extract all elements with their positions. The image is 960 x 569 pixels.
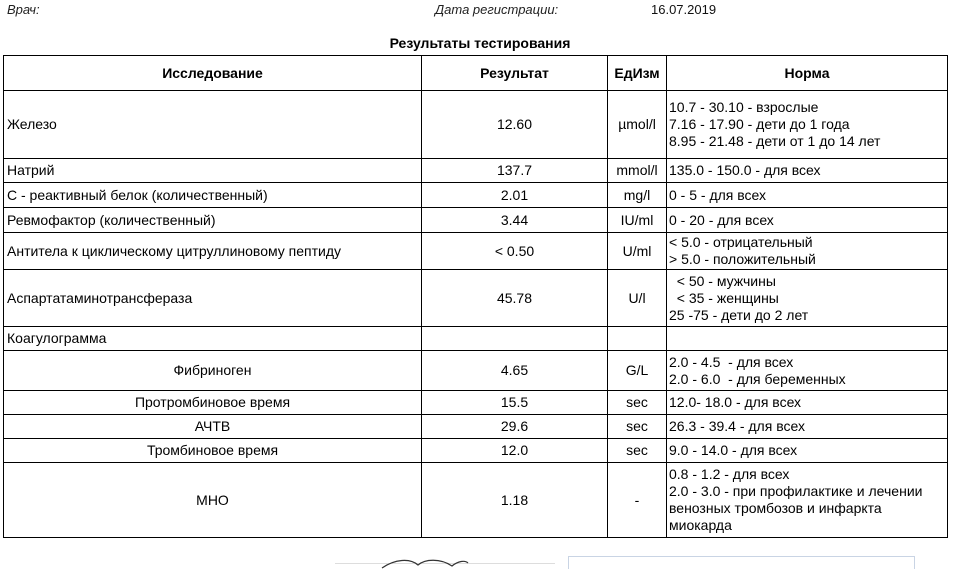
- norm-cell: [667, 233, 948, 270]
- norm-line: 2.0 - 6.0 - для беременных: [669, 370, 846, 387]
- norm-line: 9.0 - 14.0 - для всех: [669, 442, 798, 458]
- table-row: [4, 159, 948, 183]
- norm-line: 26.3 - 39.4 - для всех: [669, 418, 805, 434]
- unit-cell: µmol/l: [608, 91, 667, 159]
- results-title: Результаты тестирования: [389, 35, 571, 51]
- test-name-cell: Тромбиновое время: [4, 439, 422, 463]
- norm-cell: [667, 439, 948, 463]
- column-header-result: Результат: [422, 56, 608, 91]
- norm-line: 0.8 - 1.2 - для всех: [669, 466, 790, 482]
- unit-cell: U/l: [608, 270, 667, 327]
- norm-cell: [667, 159, 948, 183]
- registration-date-label: Дата регистрации:: [435, 2, 559, 17]
- norm-cell: [667, 351, 948, 391]
- result-cell: [422, 327, 608, 351]
- result-cell: 137.7: [422, 159, 608, 183]
- norm-cell: [667, 327, 948, 351]
- norm-cell: [667, 415, 948, 439]
- result-cell: 15.5: [422, 391, 608, 415]
- unit-cell: IU/ml: [608, 208, 667, 233]
- result-cell: 12.60: [422, 91, 608, 159]
- unit-cell: mmol/l: [608, 159, 667, 183]
- table-row: [4, 183, 948, 208]
- test-name-cell: Натрий: [4, 159, 422, 183]
- norm-line: < 35 - женщины: [669, 289, 779, 306]
- unit-cell: [608, 327, 667, 351]
- norm-line: < 5.0 - отрицательный: [669, 234, 813, 250]
- unit-cell: mg/l: [608, 183, 667, 208]
- registration-date-value: 16.07.2019: [651, 2, 717, 17]
- norm-line: < 50 - мужчины: [669, 272, 776, 289]
- unit-cell: sec: [608, 439, 667, 463]
- norm-line: 2.0 - 3.0 - при профилактике и лечении: [669, 483, 923, 499]
- result-cell: 3.44: [422, 208, 608, 233]
- norm-line: 135.0 - 150.0 - для всех: [669, 162, 821, 178]
- table-row: [4, 91, 948, 159]
- table-row: [4, 233, 948, 270]
- result-cell: 4.65: [422, 351, 608, 391]
- doctor-label: Врач:: [7, 2, 40, 17]
- norm-line: > 5.0 - положительный: [669, 251, 816, 267]
- norm-line: 12.0- 18.0 - для всех: [669, 394, 802, 410]
- test-name-cell: Железо: [4, 91, 422, 159]
- norm-line: венозных тромбозов и инфаркта: [669, 500, 882, 516]
- column-header-unit: ЕдИзм: [608, 56, 667, 91]
- table-row: [4, 351, 948, 391]
- norm-cell: [667, 183, 948, 208]
- table-header-row: [4, 56, 948, 91]
- norm-line: 0 - 5 - для всех: [669, 186, 767, 203]
- test-name-cell: C - реактивный белок (количественный): [4, 183, 422, 208]
- test-name-cell: Фибриноген: [4, 351, 422, 391]
- test-name-cell: Протромбиновое время: [4, 391, 422, 415]
- norm-line: 0 - 20 - для всех: [669, 211, 774, 228]
- unit-cell: G/L: [608, 351, 667, 391]
- norm-line: миокарда: [669, 517, 732, 533]
- table-row: [4, 208, 948, 233]
- norm-line: 10.7 - 30.10 - взрослые: [669, 99, 819, 115]
- result-cell: 1.18: [422, 463, 608, 538]
- unit-cell: sec: [608, 391, 667, 415]
- results-table: [3, 55, 948, 538]
- table-row: [4, 327, 948, 351]
- result-cell: 29.6: [422, 415, 608, 439]
- unit-cell: sec: [608, 415, 667, 439]
- norm-cell: [667, 208, 948, 233]
- norm-line: 2.0 - 4.5 - для всех: [669, 353, 794, 370]
- norm-line: 7.16 - 17.90 - дети до 1 года: [669, 116, 850, 132]
- result-cell: 45.78: [422, 270, 608, 327]
- test-name-cell: МНО: [4, 463, 422, 538]
- test-name-cell: Аспартатаминотрансфераза: [4, 270, 422, 327]
- result-cell: 12.0: [422, 439, 608, 463]
- unit-cell: -: [608, 463, 667, 538]
- test-name-cell: Коагулограмма: [4, 327, 422, 351]
- table-row: [4, 463, 948, 538]
- column-header-test: Исследование: [4, 56, 422, 91]
- stamp-box: [568, 556, 915, 569]
- unit-cell: U/ml: [608, 233, 667, 270]
- test-name-cell: Ревмофактор (количественный): [4, 208, 422, 233]
- test-name-cell: Антитела к циклическому цитруллиновому пептиду: [4, 233, 422, 270]
- result-cell: 2.01: [422, 183, 608, 208]
- norm-line: 8.95 - 21.48 - дети от 1 до 14 лет: [669, 133, 881, 149]
- result-cell: < 0.50: [422, 233, 608, 270]
- table-row: [4, 391, 948, 415]
- norm-line: 25 -75 - дети до 2 лет: [669, 306, 809, 323]
- table-row: [4, 415, 948, 439]
- norm-cell: [667, 391, 948, 415]
- signature-mark: [380, 557, 470, 569]
- norm-cell: [667, 463, 948, 538]
- norm-cell: [667, 91, 948, 159]
- results-body: [4, 91, 948, 538]
- test-name-cell: АЧТВ: [4, 415, 422, 439]
- table-row: [4, 439, 948, 463]
- column-header-norm: Норма: [667, 56, 948, 91]
- table-row: [4, 270, 948, 327]
- norm-cell: [667, 270, 948, 327]
